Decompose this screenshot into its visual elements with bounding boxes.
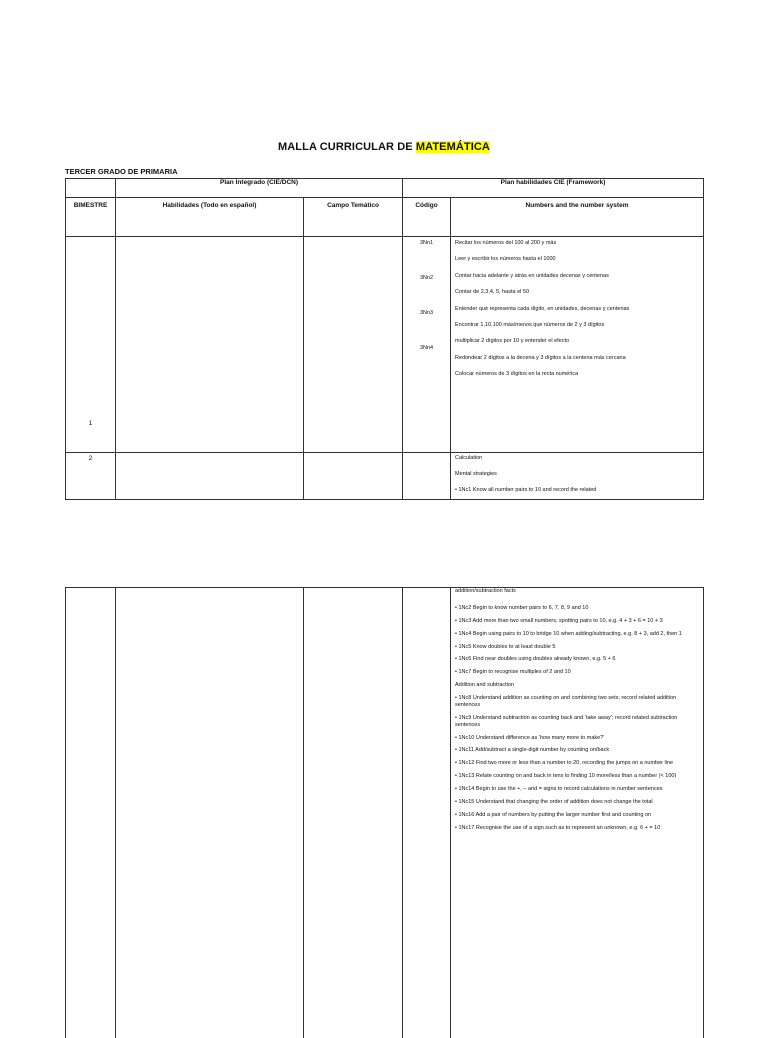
skill-item: • 1Nc14 Begin to use the +, – and = signs to record calculations in number sentences [455,786,663,792]
bimestre-2: 2 [66,453,116,500]
code-item: 3Nn3 [419,309,434,316]
skill-item: Leer y escribir los números hasta el 1000 [455,256,556,263]
grade-label: TERCER GRADO DE PRIMARIA [65,167,178,176]
skill-item: • 1Nc12 Find two more or less than a number to 20, recording the jumps on a number line [455,760,674,767]
skills-list [451,588,704,1038]
title-highlight: MATEMÁTICA [415,141,490,153]
campo-cell [304,453,403,500]
skill-item: Colocar números de 3 dígitos en la recta numérica [455,371,579,377]
codes-cell [403,588,451,1038]
header-plan-integrado: Plan Integrado (CIE/DCN) [116,179,403,198]
skill-item: • 1Nc1 Know all number pairs to 10 and record the related [455,486,597,493]
skill-item: • 1Nc5 Know doubles to at least double 5 [455,643,556,650]
header-habilidades: Habilidades (Todo en español) [116,198,304,237]
page-title [0,141,768,153]
codes-cell [403,453,451,500]
skill-item: Encontrar 1,10,100 más/menos que números de 2 y 3 dígitos [455,321,605,328]
skill-item: • 1Nc15 Understand that changing the order of addition does not change the total [455,798,653,805]
curriculum-table-continued [65,587,704,1038]
skill-item: • 1Nc13 Relate counting on and back in tens to finding 10 more/less than a number (< 100) [455,773,677,780]
campo-cell [304,237,403,453]
skills-list [451,237,704,453]
skill-item: • 1Nc11 Add/subtract a single-digit number by counting on/back [455,747,610,754]
skill-item: • 1Nc8 Understand addition as counting on and combining two sets; record related addition sentences [455,695,677,708]
header-plan-habilidades: Plan habilidades CIE (Framework) [403,179,704,198]
skill-item: Entender qué representa cada dígito, en unidades, decenas y centenas [455,305,630,312]
curriculum-table [65,178,704,500]
code-item: 3Nn2 [419,274,434,281]
skills-list [451,453,704,500]
skill-item: • 1Nc2 Begin to know number pairs to 6, 7, 8, 9 and 10 [455,604,589,611]
title-prefix: MALLA CURRICULAR DE [278,141,416,153]
skill-item: • 1Nc10 Understand difference as ‘how many more to make?’ [455,734,605,741]
codes-cell [403,237,451,453]
skill-item: • 1Nc4 Begin using pairs to 10 to bridge 10 when adding/subtracting, e.g. 8 + 3, add 2, then 1 [455,630,682,637]
header-campo: Campo Temático [304,198,403,237]
bimestre-cell [66,588,116,1038]
header-bimestre: BIMESTRE [66,198,116,237]
skill-item: Contar hacia adelante y atrás en unidades decenas y centenas [455,272,609,279]
habilidades-cell [116,453,304,500]
skill-item: Redondear 2 dígitos a la decena y 3 dígitos a la centena más cercana [455,354,626,361]
skill-item: • 1Nc9 Understand subtraction as counting back and ‘take away’; record related subtraction sentences [455,714,678,728]
skill-item: Recitar los números del 100 al 200 y más [455,240,557,246]
skill-item: • 1Nc7 Begin to recognise multiples of 2 and 10 [455,669,571,676]
code-item: 3Nn1 [419,240,434,246]
bimestre-1: 1 [66,237,116,453]
skill-item: • 1Nc17 Recognise the use of a sign such as to represent an unknown, e.g. 6 + = 10 [455,824,661,831]
header-numbers: Numbers and the number system [451,198,704,237]
skill-item: Calculation [455,455,483,461]
campo-cell [304,588,403,1038]
habilidades-cell [116,237,304,453]
skill-item: Mental strategies [455,470,497,477]
header-blank [66,179,116,198]
header-codigo: Código [403,198,451,237]
skill-item: Addition and subtraction [455,682,515,689]
skill-item: multiplicar 2 dígitos por 10 y entender el efecto [455,338,570,345]
habilidades-cell [116,588,304,1038]
code-item: 3Nn4 [419,344,434,351]
skill-item: addition/subtraction facts [455,588,516,594]
skill-item: Contar de 2,3,4, 5, hasta el 50 [455,289,530,296]
skill-item: • 1Nc3 Add more than two small numbers, spotting pairs to 10, e.g. 4 + 3 + 6 = 10 + 3 [455,617,663,624]
skill-item: • 1Nc16 Add a pair of numbers by putting the larger number first and counting on [455,811,652,818]
skill-item: • 1Nc6 Find near doubles using doubles already known, e.g. 5 + 6 [455,656,616,663]
